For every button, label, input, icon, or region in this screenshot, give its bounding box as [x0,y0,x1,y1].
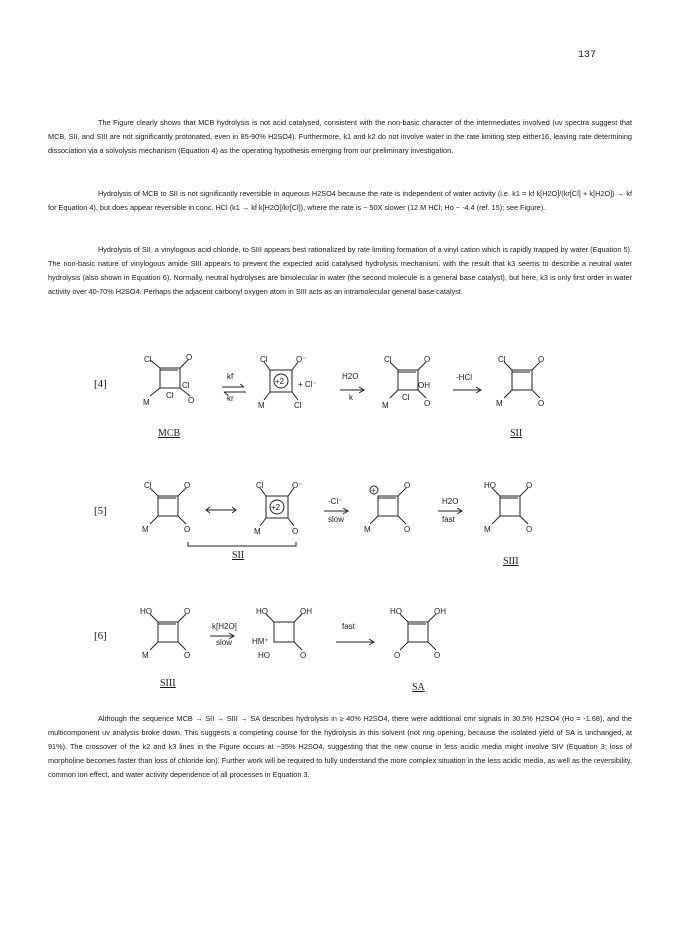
equation-4-label: [4] [94,378,107,390]
plus-chloride: + Cl⁻ [298,380,317,389]
sii-name-eq4: SII [510,428,523,439]
svg-text:Cl: Cl [402,393,410,402]
svg-text:M: M [484,525,491,534]
hydroxy-intermediate-structure [378,355,448,418]
sii-structure-eq5 [140,481,200,544]
paragraph-2 [48,187,632,215]
paragraph-4-text: Although the sequence MCB → SII → SIII → SA describes hydrolysis in ≥ 40% H2SO4, there were additional cmr signals in 30.5% H2SO4 (Ho = -1.68), and the multicomponent uv analysis broke down. This suggests a competing course for the hydrolysis in this solvent (not ring opening, because the isolated yield of SA is unchanged, at 91%). The crossover of the k2 and k3 lines in the Figure occurs at ~35% H2SO4, suggesting that the new course in less acidic media might involve SIV (Equation 3; loss of morpholine becomes faster than loss of chloride ion). Further work will be required to fully understand the more complex situation in the less acidic media, as well as the reversibility, common ion effect, and water activity dependence of all processes in Equation 3. [48,714,632,779]
svg-text:O: O [186,353,193,362]
svg-text:O: O [184,481,191,490]
svg-text:O: O [300,651,307,660]
paragraph-3 [48,243,632,299]
resonance-arrow [204,506,238,514]
svg-text:M: M [142,525,149,534]
svg-text:O: O [434,651,441,660]
svg-text:O: O [404,525,411,534]
forward-arrow-6 [336,638,376,646]
fast-label-eq6: fast [342,622,355,631]
equation-6-label: [6] [94,630,107,642]
mcb-name: MCB [158,428,181,439]
svg-text:HO: HO [258,651,270,660]
svg-text:O: O [188,396,195,405]
kf-label: kf [227,372,234,381]
k-label: k [349,393,353,402]
svg-text:M: M [143,398,150,407]
svg-text:HO: HO [256,607,268,616]
svg-text:Cl: Cl [260,355,268,364]
svg-text:Cl: Cl [166,391,174,400]
svg-text:O: O [526,481,533,490]
svg-text:M: M [254,527,261,536]
zwitterion-structure [254,481,314,544]
svg-text:+: + [371,486,376,495]
svg-text:M: M [496,399,503,408]
svg-text:HO: HO [390,607,402,616]
svg-text:O: O [184,607,191,616]
svg-text:O⁻: O⁻ [296,355,307,364]
water-label-eq5: H2O [442,497,459,506]
forward-arrow-3 [324,507,350,515]
siii-structure-eq6 [140,607,200,670]
svg-text:O: O [526,525,533,534]
svg-text:M: M [142,651,149,660]
svg-text:Cl: Cl [144,481,152,490]
minus-chloride-label: -Cl⁻ [328,497,343,506]
water-label-eq4: H2O [342,372,359,381]
siii-name-eq6: SIII [160,678,176,689]
svg-text:+2: +2 [275,377,285,386]
svg-text:Cl: Cl [384,355,392,364]
hydrate-intermediate-structure [252,607,322,670]
svg-text:M: M [382,401,389,410]
forward-arrow-2 [453,386,483,394]
svg-text:O: O [404,481,411,490]
svg-text:O: O [184,525,191,534]
equilibrium-arrow [222,384,246,396]
svg-text:M: M [258,401,265,410]
siii-name-eq5: SIII [503,556,519,567]
svg-text:O: O [184,651,191,660]
sii-name-eq5: SII [232,550,245,561]
sa-structure [388,607,458,670]
vinyl-cation-structure [364,481,424,544]
paragraph-1-text: The Figure clearly shows that MCB hydrolysis is not acid catalysed, consistent with the non-basic character of the intermediates involved (uv spectra suggest that MCB, SII, and SIII are not significantly protonated, even in 85-90% H2SO4). Furthermore, k1 and k2 do not involve water in the rate limiting step either16, leaving rate determining dissociation via a solvolysis mechanism (Equation 4) as the operating hypothesis emerging from our preliminary investigation. [48,118,632,155]
svg-text:O: O [538,399,545,408]
svg-text:Cl: Cl [182,381,190,390]
svg-text:OH: OH [418,381,430,390]
page-number: 137 [578,50,597,61]
paragraph-2-text: Hydrolysis of MCB to SII is not significantly reversible in aqueous H2SO4 because the rate is independent of water activity (i.e. k1 = kf k[H2O]/(kr[Cl] + k[H2O]) → kf for Equation 4), but does appear reversible in conc. HCl (k1 → kf k[H2O]/kr[Cl]), where the rate is ~ 50X slower (12 M HCl; Ho ~ -4.4 (ref. 15); see Figure). [48,189,632,212]
svg-text:O: O [424,399,431,408]
svg-text:OH: OH [434,607,446,616]
k-water-label: k[H2O] [212,622,237,631]
fast-label-eq5: fast [442,515,455,524]
slow-label-eq6: slow [216,638,233,647]
svg-text:Cl: Cl [294,401,302,410]
kr-label: kr [227,394,234,403]
svg-text:HO: HO [140,607,152,616]
svg-text:O⁻: O⁻ [292,481,303,490]
svg-text:O: O [424,355,431,364]
siii-structure-eq5 [482,481,542,544]
svg-text:O: O [538,355,545,364]
svg-text:Cl: Cl [256,481,264,490]
minus-hcl-label: -HCl [456,373,472,382]
svg-text:HM⁺: HM⁺ [252,637,269,646]
svg-text:O: O [394,651,401,660]
paragraph-1 [48,116,632,158]
sii-structure [494,355,554,418]
forward-arrow-1 [340,386,366,394]
sii-bracket [188,542,298,550]
mcb-structure [140,353,200,418]
svg-text:OH: OH [300,607,312,616]
sa-name: SA [412,682,425,693]
svg-text:Cl: Cl [144,355,152,364]
svg-text:+2: +2 [271,503,281,512]
paragraph-3-text: Hydrolysis of SII, a vinylogous acid chloride, to SIII appears best rationalized by rate limiting formation of a vinyl cation which is rapidly trapped by water (Equation 5). The non-basic nature of vinylogous amide SIII appears to prevent the expected acid catalysed hydrolysis mechanism, with the result that k3 seems to describe a neutral water hydrolysis (also shown in Equation 6). Normally, neutral hydrolyses are bimolecular in water (the second molecule is a general base catalyst), but here, k3 is only first order in water activity over 40-70% H2SO4. Perhaps the adjacent carbonyl oxygen atom in SIII acts as an intramolecular general base catalyst. [48,245,632,296]
svg-text:O: O [292,527,299,536]
paragraph-4 [48,712,632,782]
svg-text:Cl: Cl [498,355,506,364]
svg-text:HO: HO [484,481,496,490]
slow-label-eq5: slow [328,515,345,524]
equation-5-label: [5] [94,505,107,517]
svg-text:M: M [364,525,371,534]
forward-arrow-4 [438,507,464,515]
